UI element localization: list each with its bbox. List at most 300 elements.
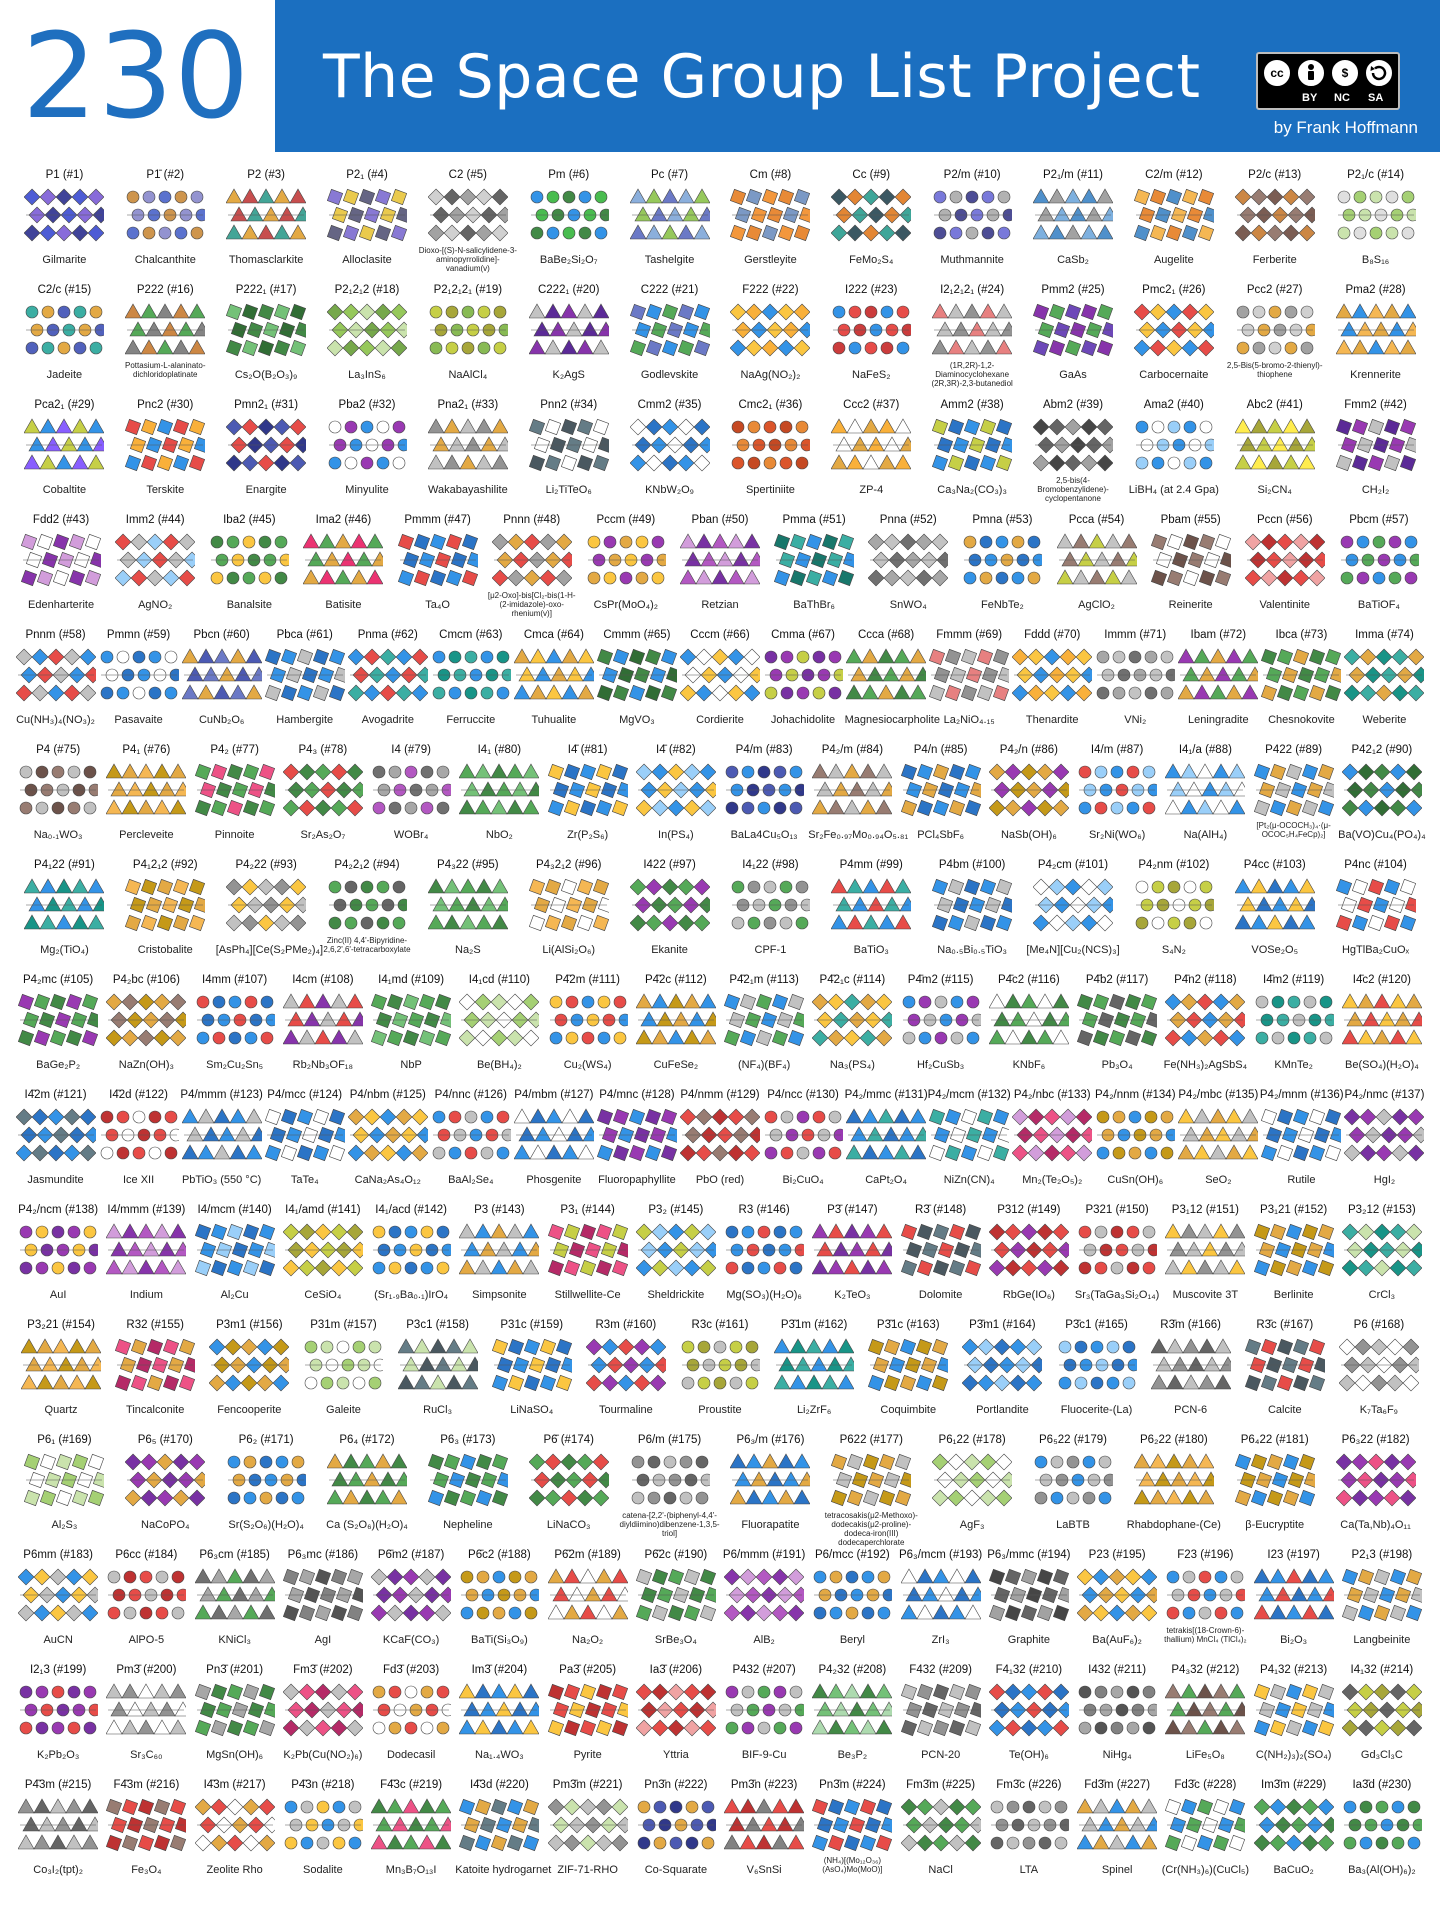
- space-group-symbol: P3̄m1 (#164): [969, 1319, 1036, 1331]
- crystal-structure-image: [428, 1453, 508, 1507]
- mineral-name: PCN-20: [921, 1749, 961, 1761]
- space-group-cell: [14, 1203, 102, 1318]
- crystal-structure-image: [371, 1683, 451, 1737]
- space-group-cell: [1238, 1318, 1332, 1433]
- space-group-cell: [922, 168, 1023, 283]
- crystal-structure-image: [1151, 1338, 1231, 1392]
- space-group-symbol: Cmma (#67): [771, 629, 835, 641]
- space-group-symbol: I4̄3m (#217): [203, 1779, 266, 1791]
- crystal-structure-image: [1254, 1223, 1334, 1277]
- space-group-symbol: P4₂22 (#93): [235, 859, 297, 871]
- space-group-symbol: Ima2 (#46): [315, 514, 372, 526]
- space-group-symbol: P6mm (#183): [23, 1549, 93, 1561]
- space-group-cell: [1123, 168, 1224, 283]
- space-group-cell: [1325, 858, 1426, 973]
- space-group-cell: [544, 973, 632, 1088]
- crystal-structure-image: [630, 1453, 710, 1507]
- space-group-symbol: P3₂12 (#153): [1347, 1204, 1416, 1216]
- space-group-cell: [985, 1203, 1073, 1318]
- mineral-name: Edenharterite: [28, 599, 95, 611]
- mineral-name: V₆SnSi: [746, 1864, 782, 1876]
- space-group-symbol: P4̄2c (#112): [644, 974, 707, 986]
- mineral-name: Dodecasil: [386, 1749, 436, 1761]
- mineral-name: Proustite: [698, 1404, 742, 1416]
- license-badge[interactable]: [1256, 52, 1400, 110]
- crystal-structure-image: [226, 418, 306, 472]
- space-group-cell: [317, 168, 418, 283]
- mineral-name: La₂NiO₄.₁₅: [943, 714, 995, 726]
- crystal-structure-image: [18, 1683, 98, 1737]
- mineral-name: (Cr(NH₃)₆)(CuCl₅): [1161, 1864, 1250, 1876]
- space-group-symbol: Pcc2 (#27): [1246, 284, 1303, 296]
- crystal-structure-image: [16, 1108, 96, 1162]
- space-group-cell: [518, 398, 619, 513]
- mineral-name: CsPr(MoO₄)₂: [593, 599, 659, 611]
- crystal-structure-image: [812, 993, 892, 1047]
- mineral-name: NaAg(NO₂)₂: [740, 369, 801, 381]
- space-group-symbol: Pmmm (#47): [404, 514, 471, 526]
- space-group-symbol: Fd3̄c (#228): [1174, 1779, 1237, 1791]
- crystal-structure-image: [125, 878, 205, 932]
- space-group-symbol: I4̄c2 (#120): [1352, 974, 1411, 986]
- mineral-name: S₄N₂: [1161, 944, 1186, 956]
- mineral-name: Fe(NH₃)₂AgSbS₄: [1163, 1059, 1248, 1071]
- space-group-symbol: Cmc2₁ (#36): [738, 399, 803, 411]
- mineral-name: NaAlCl₄: [448, 369, 488, 381]
- mineral-name: GaAs: [1059, 369, 1087, 381]
- crystal-structure-image: [24, 1453, 104, 1507]
- space-group-cell: [296, 513, 390, 628]
- mineral-name: Li₂ZrF₆: [796, 1404, 832, 1416]
- mineral-name: Bi₂CuO₄: [782, 1174, 824, 1186]
- space-group-cell: [216, 168, 317, 283]
- mineral-name: BaCuO₂: [1273, 1864, 1314, 1876]
- space-group-cell: [1177, 1088, 1260, 1203]
- space-group-symbol: P4₃32 (#212): [1171, 1664, 1240, 1676]
- mineral-name: tetracosakis(μ2-Methoxo)-dodecakis(μ2-proline)-dodeca-iron(III) dodecaperchlorate: [824, 1511, 918, 1547]
- space-group-symbol: P4₂/nbc (#133): [1013, 1089, 1091, 1101]
- crystal-structure-image: [812, 1223, 892, 1277]
- crystal-structure-image: [428, 188, 508, 242]
- crystal-structure-image: [1245, 1338, 1325, 1392]
- space-group-symbol: I4̄ (#81): [567, 744, 608, 756]
- crystal-structure-image: [529, 303, 609, 357]
- space-group-cell: [720, 743, 808, 858]
- space-group-cell: [485, 513, 579, 628]
- mineral-name: SeO₂: [1205, 1174, 1232, 1186]
- space-group-cell: [1338, 1548, 1426, 1663]
- space-group-symbol: P2₁ (#4): [346, 169, 388, 181]
- crystal-structure-image: [459, 1798, 539, 1852]
- crystal-structure-image: [106, 993, 186, 1047]
- mineral-name: K₂Pb₂O₃: [36, 1749, 80, 1761]
- mineral-name: FeNbTe₂: [980, 599, 1024, 611]
- space-group-cell: [279, 1778, 367, 1893]
- space-group-symbol: I4₁22 (#98): [742, 859, 799, 871]
- space-group-symbol: R3̄c (#167): [1256, 1319, 1314, 1331]
- space-group-cell: [1123, 858, 1224, 973]
- mineral-name: In(PS₄): [658, 829, 694, 841]
- space-group-symbol: F432 (#209): [909, 1664, 972, 1676]
- crystal-structure-image: [492, 1338, 572, 1392]
- crystal-structure-image: [428, 418, 508, 472]
- mineral-name: NaFeS₂: [852, 369, 891, 381]
- space-group-symbol: Pbam (#55): [1160, 514, 1221, 526]
- space-group-symbol: P2 (#3): [247, 169, 285, 181]
- mineral-name: Godlevskite: [640, 369, 699, 381]
- crystal-structure-image: [1134, 188, 1214, 242]
- mineral-name: B₈S₁₆: [1361, 254, 1390, 266]
- crystal-structure-image: [586, 533, 666, 587]
- space-group-symbol: P6 (#168): [1353, 1319, 1405, 1331]
- space-group-symbol: P4/mbm (#127): [514, 1089, 594, 1101]
- space-group-symbol: Pm3̄m (#221): [552, 1779, 623, 1791]
- space-group-cell: [512, 628, 595, 743]
- space-group-symbol: Abc2 (#41): [1246, 399, 1303, 411]
- crystal-structure-image: [597, 1108, 677, 1162]
- crystal-structure-image: [371, 1798, 451, 1852]
- space-group-cell: [844, 628, 940, 743]
- mineral-name: Dioxo-[(S)-N-salicylidene-3-aminopyrrolidine]-vanadium(v): [418, 246, 517, 273]
- space-group-row: [14, 628, 1426, 743]
- space-group-cell: [317, 398, 418, 513]
- crystal-structure-image: [680, 533, 760, 587]
- noncommercial-icon: $: [1330, 58, 1360, 88]
- space-group-symbol: Pnnm (#58): [25, 629, 86, 641]
- space-group-cell: [455, 1778, 552, 1893]
- space-group-cell: [720, 168, 821, 283]
- space-group-symbol: Cc (#9): [852, 169, 891, 181]
- space-group-cell: [102, 743, 190, 858]
- space-group-symbol: Pbca (#61): [276, 629, 333, 641]
- crystal-structure-image: [21, 533, 101, 587]
- space-group-symbol: P6₂ (#171): [238, 1434, 294, 1446]
- space-group-symbol: P3m1 (#156): [216, 1319, 283, 1331]
- space-group-symbol: Pbcm (#57): [1349, 514, 1409, 526]
- space-group-symbol: Fmmm (#69): [936, 629, 1003, 641]
- crystal-structure-image: [724, 1683, 804, 1737]
- space-group-cell: [678, 1088, 761, 1203]
- crystal-structure-image: [106, 1798, 186, 1852]
- space-group-symbol: P6/m (#175): [637, 1434, 702, 1446]
- space-group-cell: [1023, 168, 1124, 283]
- space-group-symbol: P6̄c2 (#188): [468, 1549, 531, 1561]
- crystal-structure-image: [428, 303, 508, 357]
- crystal-structure-image: [1339, 1338, 1419, 1392]
- crystal-structure-image: [514, 1108, 594, 1162]
- space-group-cell: [1094, 1088, 1177, 1203]
- space-group-cell: [317, 858, 418, 973]
- mineral-name: SnWO₄: [889, 599, 927, 611]
- space-group-cell: [429, 628, 512, 743]
- crystal-structure-image: [1134, 303, 1214, 357]
- mineral-name: SrBe₃O₄: [654, 1634, 697, 1646]
- space-group-symbol: P4̄2m (#111): [555, 974, 621, 986]
- space-group-symbol: P6₃/mmc (#194): [987, 1549, 1071, 1561]
- space-group-cell: [1250, 1663, 1338, 1778]
- mineral-name: Cu₂(WS₄): [563, 1059, 612, 1071]
- crystal-structure-image: [529, 418, 609, 472]
- crystal-structure-image: [371, 1568, 451, 1622]
- space-group-symbol: P6₃cm (#185): [199, 1549, 270, 1561]
- crystal-structure-image: [209, 1338, 289, 1392]
- crystal-structure-image: [932, 418, 1012, 472]
- space-group-cell: [1161, 1778, 1249, 1893]
- mineral-name: Gerstleyite: [744, 254, 797, 266]
- crystal-structure-image: [1342, 1683, 1422, 1737]
- space-group-symbol: P4/mcc (#124): [267, 1089, 343, 1101]
- space-group-cell: [922, 398, 1023, 513]
- space-group-symbol: P4₃ (#78): [298, 744, 348, 756]
- space-group-symbol: Pc (#7): [651, 169, 689, 181]
- mineral-name: Be(SO₄)(H₂O)₄: [1344, 1059, 1419, 1071]
- space-group-row: [14, 1778, 1426, 1893]
- mineral-name: Quartz: [44, 1404, 78, 1416]
- crystal-structure-image: [529, 188, 609, 242]
- space-group-symbol: P4/n (#85): [913, 744, 968, 756]
- space-group-symbol: Pnna (#52): [879, 514, 937, 526]
- crystal-structure-image: [1095, 1108, 1175, 1162]
- crystal-structure-image: [1134, 418, 1214, 472]
- crystal-structure-image: [283, 1798, 363, 1852]
- space-group-symbol: Immm (#71): [1104, 629, 1167, 641]
- mineral-name: RuCl₃: [423, 1404, 453, 1416]
- space-group-symbol: I4̄2m (#121): [24, 1089, 87, 1101]
- crystal-structure-image: [348, 648, 428, 702]
- space-group-symbol: F23 (#196): [1177, 1549, 1234, 1561]
- crystal-structure-image: [730, 1453, 810, 1507]
- mineral-name: BaTiOF₄: [1357, 599, 1400, 611]
- space-group-symbol: P3₁12 (#151): [1171, 1204, 1239, 1216]
- attribution-icon: [1296, 58, 1326, 88]
- space-group-cell: [897, 1548, 985, 1663]
- crystal-structure-image: [24, 878, 104, 932]
- space-group-symbol: P4bm (#100): [938, 859, 1006, 871]
- crystal-structure-image: [636, 763, 716, 817]
- mineral-name: BaThBr₆: [793, 599, 835, 611]
- mineral-name: Al₂S₃: [51, 1519, 78, 1531]
- space-group-cell: [317, 1433, 418, 1548]
- mineral-name: MgSn(OH)₆: [206, 1749, 264, 1761]
- space-group-cell: [317, 283, 418, 398]
- space-group-cell: [485, 1318, 579, 1433]
- crystal-structure-image: [195, 1683, 275, 1737]
- mineral-name: CrCl₃: [1368, 1289, 1396, 1301]
- crystal-structure-image: [106, 1223, 186, 1277]
- mineral-name: Langbeinite: [1353, 1634, 1411, 1646]
- space-group-symbol: Imma (#74): [1355, 629, 1414, 641]
- crystal-structure-image: [831, 188, 911, 242]
- crystal-structure-image: [327, 303, 407, 357]
- space-group-cell: [861, 1318, 955, 1433]
- mineral-name: 2,5-Bis(5-bromo-2-thienyl)-thiophene: [1226, 361, 1323, 379]
- sharealike-icon: [1364, 58, 1394, 88]
- crystal-structure-image: [1342, 763, 1422, 817]
- license-label-by: BY: [1302, 92, 1318, 104]
- space-group-cell: [279, 1548, 367, 1663]
- space-group-cell: [279, 1663, 367, 1778]
- space-group-symbol: Pnnn (#48): [503, 514, 561, 526]
- crystal-structure-image: [724, 1568, 804, 1622]
- space-group-symbol: Pbcn (#60): [193, 629, 250, 641]
- space-group-cell: [518, 858, 619, 973]
- crystal-structure-image: [680, 1338, 760, 1392]
- mineral-name: ZP-4: [859, 484, 884, 496]
- mineral-name: CaSb₂: [1057, 254, 1089, 266]
- space-group-cell: [1161, 1203, 1249, 1318]
- mineral-name: Valentinite: [1259, 599, 1311, 611]
- space-group-symbol: P4₂32 (#208): [818, 1664, 887, 1676]
- space-group-cell: [14, 1088, 97, 1203]
- mineral-name: LiNaSO₄: [510, 1404, 554, 1416]
- space-group-symbol: P4₂/nmc (#137): [1344, 1089, 1425, 1101]
- mineral-name: Tourmaline: [598, 1404, 653, 1416]
- space-group-symbol: Ibam (#72): [1190, 629, 1247, 641]
- space-group-cell: [808, 1203, 896, 1318]
- space-group-cell: [14, 1548, 102, 1663]
- mineral-name: [AsPh₄][Ce(S₂PMe₂)₄]: [215, 944, 324, 956]
- crystal-structure-image: [459, 763, 539, 817]
- mineral-name: Na₁.₄WO₃: [475, 1749, 524, 1761]
- crystal-structure-image: [18, 1798, 98, 1852]
- space-group-cell: [808, 743, 909, 858]
- crystal-structure-image: [1178, 648, 1258, 702]
- space-group-symbol: P4̄b2 (#117): [1085, 974, 1149, 986]
- mineral-name: BaAl₂Se₄: [448, 1174, 494, 1186]
- space-group-symbol: Pban (#50): [691, 514, 749, 526]
- space-group-symbol: P6̄m2 (#187): [377, 1549, 445, 1561]
- crystal-structure-image: [303, 533, 383, 587]
- space-group-symbol: P4₂mc (#105): [22, 974, 94, 986]
- mineral-name: Graphite: [1007, 1634, 1050, 1646]
- space-group-cell: [1325, 398, 1426, 513]
- crystal-structure-image: [1057, 1338, 1137, 1392]
- space-group-symbol: P6̄2c (#190): [644, 1549, 708, 1561]
- space-group-row: [14, 973, 1426, 1088]
- cc-logo-icon: cc: [1262, 58, 1292, 88]
- mineral-name: Muscovite 3T: [1172, 1289, 1239, 1301]
- space-group-symbol: P4/ncc (#130): [767, 1089, 839, 1101]
- license-label-nc: NC: [1334, 92, 1350, 104]
- crystal-structure-image: [901, 1223, 981, 1277]
- space-group-cell: [632, 1548, 720, 1663]
- crystal-structure-image: [1165, 1223, 1245, 1277]
- crystal-structure-image: [962, 1338, 1042, 1392]
- mineral-name: VOSe₂O₅: [1251, 944, 1298, 956]
- space-group-symbol: P3̄1c (#163): [876, 1319, 940, 1331]
- space-group-cell: [1073, 1203, 1161, 1318]
- crystal-structure-image: [1261, 1108, 1341, 1162]
- space-group-cell: [1123, 1433, 1224, 1548]
- space-group-symbol: Pca2₁ (#29): [34, 399, 95, 411]
- crystal-structure-image: [812, 1568, 892, 1622]
- title-band: [275, 0, 1440, 152]
- crystal-structure-image: [846, 1108, 926, 1162]
- crystal-structure-image: [327, 878, 407, 932]
- space-group-cell: [215, 858, 324, 973]
- crystal-structure-image: [195, 1223, 275, 1277]
- mineral-name: Gilmarite: [42, 254, 87, 266]
- space-group-cell: [1250, 973, 1338, 1088]
- space-group-cell: [1224, 1433, 1325, 1548]
- mineral-name: NiZn(CN)₄: [943, 1174, 995, 1186]
- space-group-symbol: I4/mcm (#140): [197, 1204, 272, 1216]
- crystal-structure-image: [989, 1223, 1069, 1277]
- space-group-symbol: I4₁/a (#88): [1178, 744, 1232, 756]
- crystal-structure-image: [846, 648, 926, 702]
- space-group-symbol: C2/c (#15): [37, 284, 92, 296]
- crystal-structure-image: [1245, 533, 1325, 587]
- mineral-name: CuSn(OH)₆: [1107, 1174, 1164, 1186]
- space-group-symbol: P2₁2₁2₁ (#19): [433, 284, 503, 296]
- space-group-cell: [1144, 1318, 1238, 1433]
- space-group-symbol: I432 (#211): [1088, 1664, 1147, 1676]
- crystal-structure-image: [548, 1223, 628, 1277]
- space-group-symbol: P6₄ (#172): [339, 1434, 395, 1446]
- space-group-cell: [720, 1548, 808, 1663]
- crystal-structure-image: [459, 1568, 539, 1622]
- crystal-structure-image: [630, 418, 710, 472]
- space-group-symbol: P4₂nm (#102): [1138, 859, 1210, 871]
- space-group-cell: [391, 513, 485, 628]
- space-group-symbol: Im3̄ (#204): [471, 1664, 528, 1676]
- crystal-structure-image: [548, 993, 628, 1047]
- mineral-name: Sr₃(TaGa₃Si₂O₁₄): [1074, 1289, 1160, 1301]
- space-group-cell: [1338, 1778, 1426, 1893]
- space-group-cell: [97, 628, 180, 743]
- crystal-structure-image: [283, 1223, 363, 1277]
- crystal-structure-image: [16, 648, 96, 702]
- space-group-symbol: P3̄1m (#162): [780, 1319, 848, 1331]
- mineral-name: LiNaCO₃: [546, 1519, 591, 1531]
- space-group-symbol: I4₁ (#80): [477, 744, 522, 756]
- space-group-symbol: P4̄n2 (#118): [1174, 974, 1237, 986]
- space-group-symbol: P6/mmm (#191): [722, 1549, 806, 1561]
- mineral-name: K₂TeO₃: [834, 1289, 871, 1301]
- space-group-symbol: I4₁cd (#110): [468, 974, 530, 986]
- mineral-name: Sr₂Ni(WO₆): [1088, 829, 1146, 841]
- crystal-structure-image: [929, 648, 1009, 702]
- mineral-name: Simpsonite: [472, 1289, 527, 1301]
- space-group-symbol: P6/mcc (#192): [814, 1549, 890, 1561]
- space-group-cell: [632, 1663, 720, 1778]
- mineral-name: Tincalconite: [126, 1404, 185, 1416]
- mineral-name: Ba₃(Al(OH)₆)₂: [1348, 1864, 1416, 1876]
- space-group-cell: [808, 973, 896, 1088]
- space-group-symbol: P4mm (#99): [839, 859, 903, 871]
- mineral-name: AgNO₂: [138, 599, 173, 611]
- space-group-symbol: Im3̄m (#229): [1261, 1779, 1327, 1791]
- space-group-cell: [346, 1088, 429, 1203]
- space-group-cell: [518, 168, 619, 283]
- mineral-name: Ferruccite: [446, 714, 496, 726]
- space-group-symbol: P3̄ (#147): [827, 1204, 878, 1216]
- crystal-structure-image: [125, 303, 205, 357]
- crystal-structure-image: [1012, 648, 1092, 702]
- space-group-symbol: Cccm (#66): [690, 629, 750, 641]
- crystal-structure-image: [724, 1223, 804, 1277]
- space-group-symbol: Pma2 (#28): [1345, 284, 1406, 296]
- space-group-symbol: R3m (#160): [595, 1319, 657, 1331]
- space-group-symbol: P3c1 (#158): [406, 1319, 469, 1331]
- space-group-cell: [861, 513, 955, 628]
- space-group-symbol: Fddd (#70): [1024, 629, 1081, 641]
- mineral-name: Cobaltite: [42, 484, 87, 496]
- space-group-symbol: I4/mmm (#139): [107, 1204, 186, 1216]
- space-group-cell: [673, 513, 767, 628]
- space-group-symbol: Pnc2 (#30): [137, 399, 194, 411]
- mineral-name: Avogadrite: [361, 714, 414, 726]
